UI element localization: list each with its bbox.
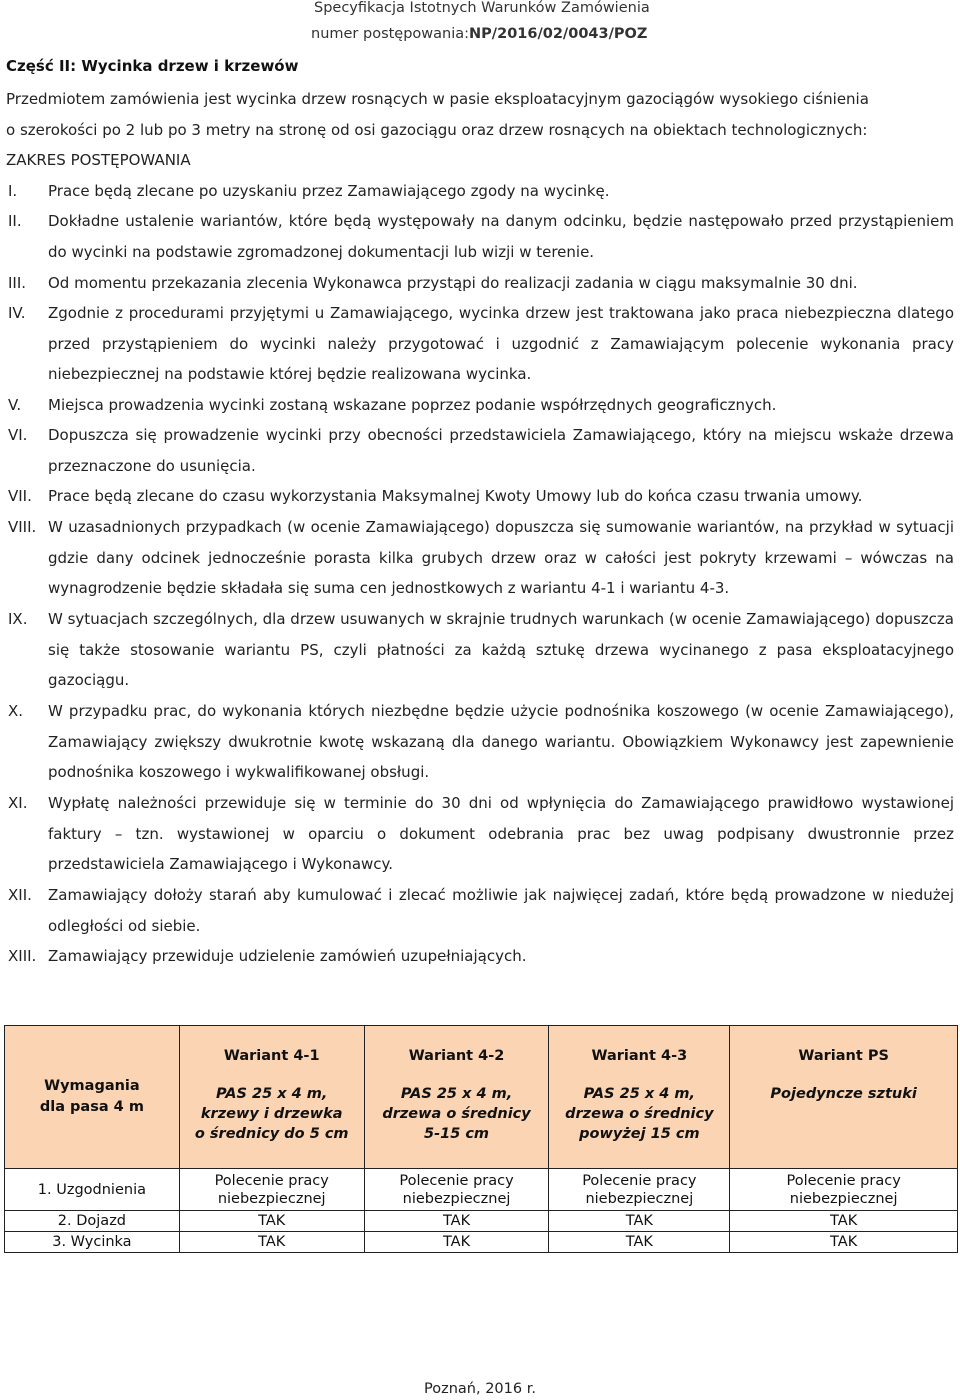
- part-title: Część II: Wycinka drzew i krzewów: [6, 57, 299, 75]
- list-item: I. Prace będą zlecane po uzyskaniu przez Zamawiającego zgody na wycinkę.: [8, 182, 610, 200]
- table-cell: TAK: [730, 1211, 958, 1232]
- table-cell: Polecenie pracy niebezpiecznej: [549, 1169, 730, 1211]
- table-cell: Polecenie pracy niebezpiecznej: [364, 1169, 549, 1211]
- list-item: IX. W sytuacjach szczególnych, dla drzew usuwanych w skrajnie trudnych warunkach (w ocenie Zamawiającego) dopuszcza się także stosowanie wariantu PS, czyli płatności za każdą sztukę drzewa wycinanego z pasa eksploatacyjnego gazociągu.: [8, 610, 954, 690]
- row-label: 2. Dojazd: [5, 1211, 180, 1232]
- list-item: IV. Zgodnie z procedurami przyjętymi u Zamawiającego, wycinka drzew jest traktowana jako praca niebezpieczna dlatego przed przystąpieniem do wycinki należy przygotować i uzgodnić z Zamawiającym polecenie wykonania pracy niebezpiecznej na podstawie której będzie realizowana wycinka.: [8, 304, 954, 384]
- header-variant: Wariant 4-1 PAS 25 x 4 m, krzewy i drzewka o średnicy do 5 cm: [179, 1026, 364, 1169]
- header-variant: Wariant 4-3 PAS 25 x 4 m, drzewa o średnicy powyżej 15 cm: [549, 1026, 730, 1169]
- header-requirements: Wymagania dla pasa 4 m: [5, 1026, 180, 1169]
- intro-line-1: Przedmiotem zamówienia jest wycinka drzew rosnących w pasie eksploatacyjnym gazociągów wysokiego ciśnienia: [6, 90, 869, 108]
- list-item: II. Dokładne ustalenie wariantów, które będą występowały na danym odcinku, będzie następowało przed przystąpieniem do wycinki na podstawie zgromadzonej dokumentacji lub wizji w terenie.: [8, 212, 954, 261]
- requirements-table: [4, 1025, 958, 1253]
- table-row: [5, 1232, 958, 1253]
- header-variant: Wariant 4-2 PAS 25 x 4 m, drzewa o średnicy 5-15 cm: [364, 1026, 549, 1169]
- list-item: V. Miejsca prowadzenia wycinki zostaną wskazane poprzez podanie współrzędnych geograficznych.: [8, 396, 777, 414]
- section-heading: ZAKRES POSTĘPOWANIA: [6, 151, 191, 169]
- list-item: III. Od momentu przekazania zlecenia Wykonawca przystąpi do realizacji zadania w ciągu maksymalnie 30 dni.: [8, 274, 858, 292]
- table-cell: TAK: [549, 1232, 730, 1253]
- row-label: 3. Wycinka: [5, 1232, 180, 1253]
- list-item: XIII. Zamawiający przewiduje udzielenie zamówień uzupełniających.: [8, 947, 527, 965]
- list-item: X. W przypadku prac, do wykonania których niezbędne będzie użycie podnośnika koszowego (w ocenie Zamawiającego), Zamawiający zwiększy dwukrotnie kwotę wskazaną dla danego wariantu. Obowiązkiem Wykonawcy jest zapewnienie podnośnika koszowego i wykwalifikowanej obsługi.: [8, 702, 954, 782]
- table-cell: TAK: [179, 1232, 364, 1253]
- table-cell: Polecenie pracy niebezpiecznej: [179, 1169, 364, 1211]
- row-label: 1. Uzgodnienia: [5, 1169, 180, 1211]
- table-row: [5, 1169, 958, 1211]
- table-cell: TAK: [179, 1211, 364, 1232]
- table-cell: Polecenie pracy niebezpiecznej: [730, 1169, 958, 1211]
- list-item: XII. Zamawiający dołoży starań aby kumulować i zlecać możliwie jak najwięcej zadań, które będą prowadzone w niedużej odległości od siebie.: [8, 886, 954, 935]
- list-item: VII. Prace będą zlecane do czasu wykorzystania Maksymalnej Kwoty Umowy lub do końca czasu trwania umowy.: [8, 487, 863, 505]
- header-variant: Wariant PS Pojedyncze sztuki: [730, 1026, 958, 1169]
- footer-place-date: Poznań, 2016 r.: [424, 1381, 536, 1397]
- list-item: VI. Dopuszcza się prowadzenie wycinki przy obecności przedstawiciela Zamawiającego, który na miejscu wskaże drzewa przeznaczone do usunięcia.: [8, 426, 954, 475]
- procedure-number: numer postępowania:NP/2016/02/0043/POZ: [311, 26, 648, 42]
- intro-line-2: o szerokości po 2 lub po 3 metry na stronę od osi gazociągu oraz drzew rosnących na obiektach technologicznych:: [6, 121, 868, 139]
- table-row: [5, 1211, 958, 1232]
- list-item: VIII. W uzasadnionych przypadkach (w ocenie Zamawiającego) dopuszcza się sumowanie wariantów, na przykład w sytuacji gdzie dany odcinek jednocześnie porasta kilka grubych drzew oraz w całości jest pokryty krzewami – wówczas na wynagrodzenie będzie składała się suma cen jednostkowych z wariantu 4-1 i wariantu 4-3.: [8, 518, 954, 598]
- table-cell: TAK: [364, 1232, 549, 1253]
- list-item: XI. Wypłatę należności przewiduje się w terminie do 30 dni od wpłynięcia do Zamawiającego prawidłowo wystawionej faktury – tzn. wystawionej w oparciu o dokument odebrania prac bez uwag podpisany dwustronnie przez przedstawiciela Zamawiającego i Wykonawcy.: [8, 794, 954, 874]
- table-cell: TAK: [364, 1211, 549, 1232]
- table-cell: TAK: [730, 1232, 958, 1253]
- table-header-row: [5, 1026, 958, 1169]
- table-cell: TAK: [549, 1211, 730, 1232]
- document-title: Specyfikacja Istotnych Warunków Zamówienia: [314, 0, 650, 16]
